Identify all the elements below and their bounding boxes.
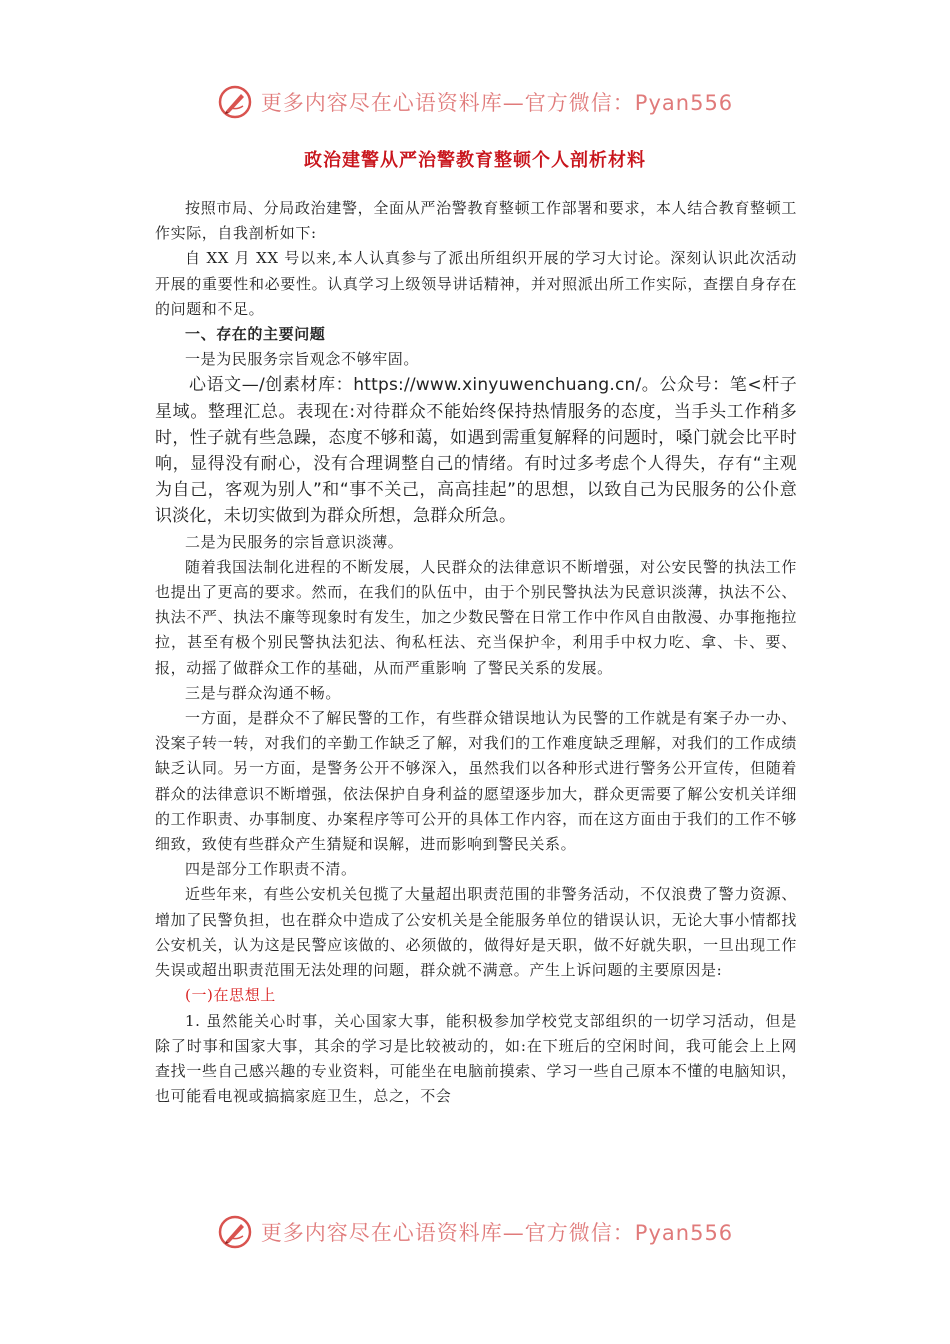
paragraph: 三是与群众沟通不畅。 [185, 683, 342, 702]
footer-banner [0, 1212, 950, 1252]
banner-text: 更多内容尽在心语资料库—官方微信：Pyan556 [260, 91, 734, 115]
pen-circle-logo-icon [217, 1214, 253, 1250]
header-banner [0, 82, 950, 122]
pen-circle-logo-icon [217, 84, 253, 120]
banner-text: 更多内容尽在心语资料库—官方微信：Pyan556 [260, 1221, 734, 1245]
paragraph: 四是部分工作职责不清。 [185, 860, 357, 879]
paragraph: 自 XX 月 XX 号以来,本人认真参与了派出所组织开展的学习大讨论。深刻认识此次活动开展的重要性和必要性。认真学习上级领导讲话精神，并对照派出所工作实际，查摆自身存在的问题和不足。 [155, 249, 797, 318]
paragraph: 一是为民服务宗旨观念不够牢固。 [185, 350, 420, 369]
subsection-heading: (一)在思想上 [185, 986, 276, 1005]
paragraph: 随着我国法制化进程的不断发展，人民群众的法律意识不断增强，对公安民警的执法工作也提出了更高的要求。然而，在我们的队伍中，由于个别民警执法为民意识淡薄，执法不公、执法不严、执法不廉等现象时有发生，加之少数民警在日常工作中作风自由散漫、办事拖拖拉拉，甚至有极个别民警执法犯法、徇私枉法、充当保护伞，利用手中权力吃、拿、卡、要、报，动摇了做群众工作的基础，从而严重影响 了警民关系的发展。 [155, 557, 797, 677]
section-heading: 一、存在的主要问题 [185, 325, 326, 344]
paragraph: 按照市局、分局政治建警，全面从严治警教育整顿工作部署和要求，本人结合教育整顿工作实际，自我剖析如下: [155, 199, 797, 243]
paragraph: 近些年来，有些公安机关包揽了大量超出职责范围的非警务活动，不仅浪费了警力资源、增加了民警负担，也在群众中造成了公安机关是全能服务单位的错误认识，无论大事小情都找公安机关，认为这是民警应该做的、必须做的，做得好是天职，做不好就失职，一旦出现工作失误或超出职责范围无法处理的问题，群众就不满意。产生上诉问题的主要原因是: [155, 885, 797, 980]
paragraph: 1. 虽然能关心时事，关心国家大事，能积极参加学校党支部组织的一切学习活动，但是除了时事和国家大事，其余的学习是比较被动的，如:在下班后的空闲时间，我可能会上上网查找一些自己感兴趣的专业资料，可能坐在电脑前摸索、学习一些自己原本不懂的电脑知识，也可能看电视或搞搞家庭卫生，总之，不会 [155, 1011, 797, 1106]
document-title: 政治建警从严治警教育整顿个人剖析材料 [304, 150, 646, 171]
paragraph: 一方面，是群众不了解民警的工作，有些群众错误地认为民警的工作就是有案子办一办、没案子转一转，对我们的辛勤工作缺乏了解，对我们的工作难度缺乏理解，对我们的工作成绩缺乏认同。另一方面，是警务公开不够深入，虽然我们以各种形式进行警务公开宣传，但随着群众的法律意识不断增强，依法保护自身利益的愿望逐步加大，群众更需要了解公安机关详细的工作职责、办事制度、办案程序等可公开的具体工作内容，而在这方面由于我们的工作不够细致，致使有些群众产生猜疑和误解，进而影响到警民关系。 [155, 709, 797, 854]
paragraph: 心语文—/创素材库：https://www.xinyuwenchuang.cn/。公众号：笔<杆子星域。整理汇总。表现在:对待群众不能始终保持热情服务的态度，当手头工作稍多时，性子就有些急躁，态度不够和蔼，如遇到需重复解释的问题时，嗓门就会比平时响，显得没有耐心，没有合理调整自己的情绪。有时过多考虑个人得失，存有“主观为自己，客观为别人”和“事不关己，高高挂起”的思想，以致自己为民服务的公仆意识淡化，未切实做到为群众所想，急群众所急。 [155, 375, 797, 527]
paragraph: 二是为民服务的宗旨意识淡薄。 [185, 532, 404, 551]
document-body [155, 196, 797, 1109]
